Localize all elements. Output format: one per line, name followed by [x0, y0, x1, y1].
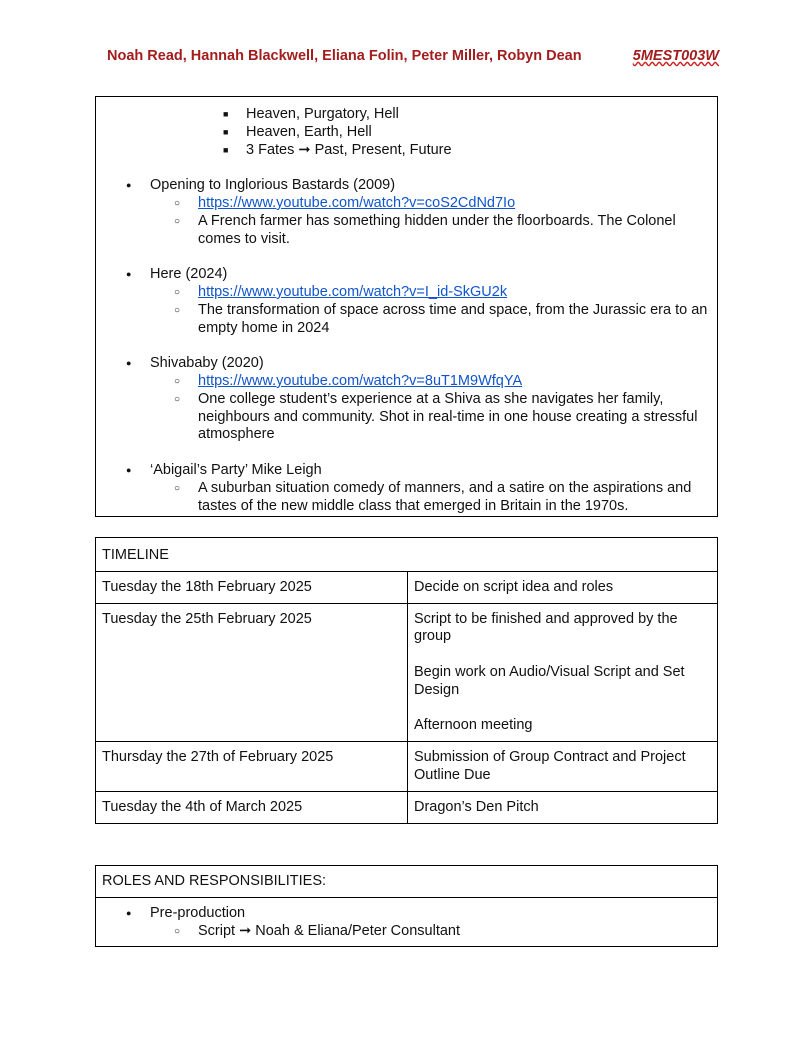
reference-link[interactable]: https://www.youtube.com/watch?v=coS2CdNd7Io [198, 194, 516, 211]
timeline-date: Tuesday the 4th of March 2025 [96, 791, 408, 823]
timeline-tasks-cell [408, 603, 718, 742]
list-item: ■ Heaven, Purgatory, Hell [96, 106, 717, 124]
roles-section-label: Pre-production [150, 904, 246, 921]
continued-list [96, 106, 717, 159]
reference-link-item [150, 195, 717, 213]
role-item: ○ Script ➞ Noah & Eliana/Peter Consultant [150, 923, 711, 941]
document-header [107, 48, 719, 64]
timeline-task: Script to be finished and approved by the group [414, 610, 678, 645]
reference-item [96, 266, 717, 337]
reference-title: ‘Abigail’s Party’ Mike Leigh [150, 461, 322, 478]
timeline-task: Begin work on Audio/Visual Script and Set Design [414, 663, 685, 698]
table-row [96, 791, 718, 823]
table-row [96, 571, 718, 603]
timeline-date: Tuesday the 25th February 2025 [96, 603, 408, 742]
timeline-task: Decide on script idea and roles [408, 571, 718, 603]
reference-link-item [150, 284, 717, 302]
roles-section [102, 905, 711, 941]
reference-item [96, 462, 717, 515]
roles-heading: ROLES AND RESPONSIBILITIES: [96, 866, 718, 898]
reference-link[interactable]: https://www.youtube.com/watch?v=I_id-SkGU2k [198, 283, 508, 300]
list-item: ■ Heaven, Earth, Hell [96, 124, 717, 142]
reference-item [96, 177, 717, 248]
roles-cell [96, 897, 718, 947]
reference-description: ○ A French farmer has something hidden under the floorboards. The Colonel comes to visit. [150, 213, 717, 249]
reference-title: Here (2024) [150, 266, 228, 283]
reference-description: ○ One college student’s experience at a Shiva as she navigates her family, neighbours and community. Shot in real-time in one house creating a stressful atmosphere [150, 391, 717, 444]
timeline-task: Afternoon meeting [414, 717, 533, 734]
reference-title: Shivababy (2020) [150, 355, 264, 372]
table-row [96, 742, 718, 792]
timeline-task: Dragon’s Den Pitch [408, 791, 718, 823]
reference-title: Opening to Inglorious Bastards (2009) [150, 177, 396, 194]
references-box [95, 96, 718, 517]
reference-list [96, 177, 717, 515]
authors: Noah Read, Hannah Blackwell, Eliana Folin, Peter Miller, Robyn Dean [107, 48, 582, 64]
timeline-date: Tuesday the 18th February 2025 [96, 571, 408, 603]
reference-link-item [150, 373, 717, 391]
course-code: 5MEST003W [632, 48, 719, 64]
reference-item [96, 355, 717, 444]
table-row [96, 603, 718, 742]
reference-link[interactable]: https://www.youtube.com/watch?v=8uT1M9WfqYA [198, 372, 523, 389]
timeline-task: Submission of Group Contract and Project Outline Due [408, 742, 718, 792]
reference-description: ○ A suburban situation comedy of manners, and a satire on the aspirations and tastes of the new middle class that emerged in Britain in the 1970s. [150, 480, 717, 516]
timeline-heading: TIMELINE [96, 538, 718, 572]
timeline-table [95, 537, 718, 824]
reference-description: ○ The transformation of space across time and space, from the Jurassic era to an empty home in 2024 [150, 302, 717, 338]
list-item: ■ 3 Fates ➞ Past, Present, Future [96, 142, 717, 160]
roles-table [95, 865, 718, 947]
timeline-date: Thursday the 27th of February 2025 [96, 742, 408, 792]
